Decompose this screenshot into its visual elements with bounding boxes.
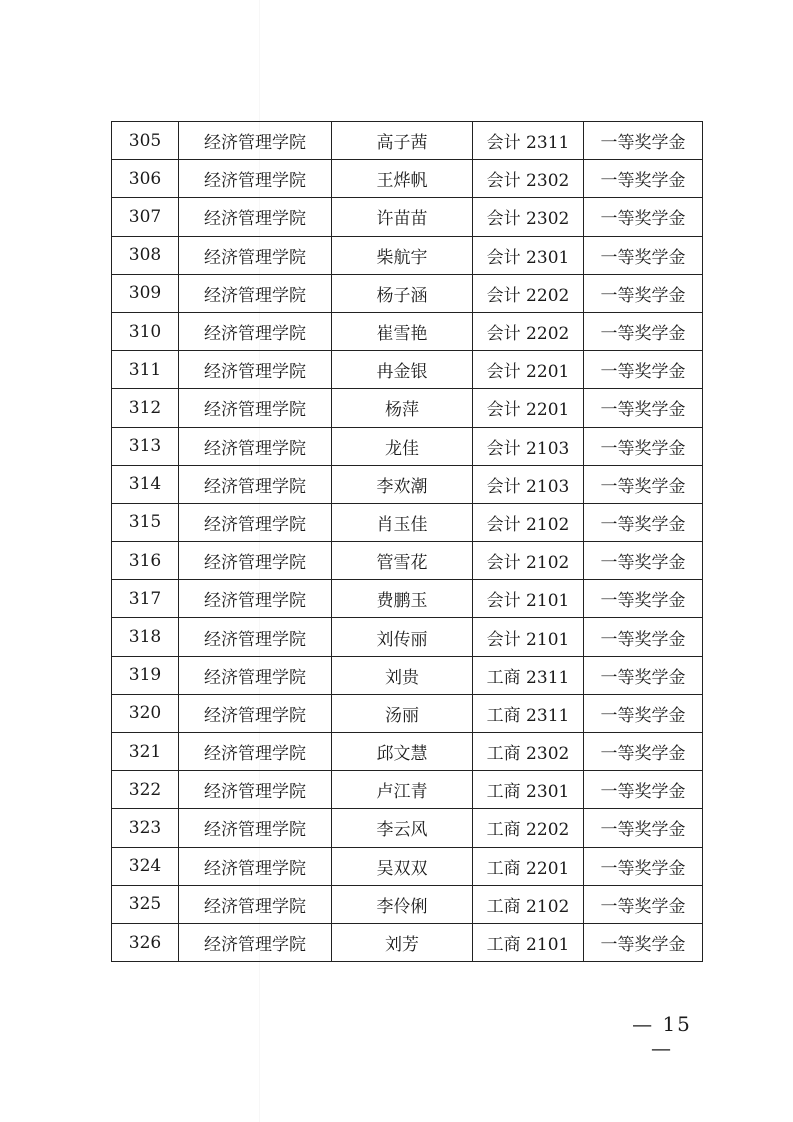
table-row	[112, 694, 703, 732]
student-name-cell: 李伶俐	[332, 885, 473, 923]
college-cell: 经济管理学院	[179, 427, 332, 465]
class-cell: 会计 2102	[473, 542, 584, 580]
college-cell: 经济管理学院	[179, 160, 332, 198]
student-name-cell: 龙佳	[332, 427, 473, 465]
award-cell: 一等奖学金	[584, 809, 703, 847]
table-row	[112, 351, 703, 389]
college-cell: 经济管理学院	[179, 122, 332, 160]
class-cell: 会计 2101	[473, 580, 584, 618]
college-cell: 经济管理学院	[179, 618, 332, 656]
award-cell: 一等奖学金	[584, 465, 703, 503]
class-cell: 会计 2302	[473, 198, 584, 236]
table-row	[112, 198, 703, 236]
award-cell: 一等奖学金	[584, 618, 703, 656]
table-row	[112, 542, 703, 580]
row-number-cell: 310	[112, 312, 179, 350]
table-row	[112, 427, 703, 465]
row-number-cell: 324	[112, 847, 179, 885]
class-cell: 工商 2101	[473, 923, 584, 961]
award-cell: 一等奖学金	[584, 312, 703, 350]
student-name-cell: 杨子涵	[332, 274, 473, 312]
class-cell: 会计 2202	[473, 312, 584, 350]
class-cell: 会计 2201	[473, 351, 584, 389]
student-name-cell: 刘芳	[332, 923, 473, 961]
college-cell: 经济管理学院	[179, 656, 332, 694]
table-row	[112, 923, 703, 961]
award-cell: 一等奖学金	[584, 656, 703, 694]
table-row	[112, 503, 703, 541]
table-body	[112, 122, 703, 962]
award-cell: 一等奖学金	[584, 274, 703, 312]
row-number-cell: 313	[112, 427, 179, 465]
table-row	[112, 847, 703, 885]
class-cell: 会计 2202	[473, 274, 584, 312]
student-name-cell: 王烨帆	[332, 160, 473, 198]
class-cell: 工商 2311	[473, 694, 584, 732]
row-number-cell: 307	[112, 198, 179, 236]
college-cell: 经济管理学院	[179, 809, 332, 847]
college-cell: 经济管理学院	[179, 389, 332, 427]
college-cell: 经济管理学院	[179, 236, 332, 274]
student-name-cell: 崔雪艳	[332, 312, 473, 350]
class-cell: 会计 2101	[473, 618, 584, 656]
college-cell: 经济管理学院	[179, 847, 332, 885]
college-cell: 经济管理学院	[179, 198, 332, 236]
award-cell: 一等奖学金	[584, 122, 703, 160]
table-row	[112, 236, 703, 274]
scholarship-table	[111, 121, 703, 962]
student-name-cell: 刘贵	[332, 656, 473, 694]
student-name-cell: 李欢潮	[332, 465, 473, 503]
table-row	[112, 656, 703, 694]
row-number-cell: 305	[112, 122, 179, 160]
award-cell: 一等奖学金	[584, 694, 703, 732]
class-cell: 工商 2102	[473, 885, 584, 923]
college-cell: 经济管理学院	[179, 312, 332, 350]
student-name-cell: 肖玉佳	[332, 503, 473, 541]
student-name-cell: 许苗苗	[332, 198, 473, 236]
table-row	[112, 809, 703, 847]
row-number-cell: 319	[112, 656, 179, 694]
award-cell: 一等奖学金	[584, 503, 703, 541]
table-row	[112, 274, 703, 312]
row-number-cell: 318	[112, 618, 179, 656]
table-row	[112, 885, 703, 923]
table-row	[112, 618, 703, 656]
award-cell: 一等奖学金	[584, 389, 703, 427]
table-row	[112, 465, 703, 503]
award-cell: 一等奖学金	[584, 733, 703, 771]
student-name-cell: 汤丽	[332, 694, 473, 732]
row-number-cell: 317	[112, 580, 179, 618]
award-cell: 一等奖学金	[584, 923, 703, 961]
student-name-cell: 费鹏玉	[332, 580, 473, 618]
award-cell: 一等奖学金	[584, 771, 703, 809]
college-cell: 经济管理学院	[179, 733, 332, 771]
college-cell: 经济管理学院	[179, 274, 332, 312]
student-name-cell: 杨萍	[332, 389, 473, 427]
table-row	[112, 389, 703, 427]
row-number-cell: 314	[112, 465, 179, 503]
row-number-cell: 308	[112, 236, 179, 274]
award-cell: 一等奖学金	[584, 580, 703, 618]
table-row	[112, 580, 703, 618]
award-cell: 一等奖学金	[584, 427, 703, 465]
award-cell: 一等奖学金	[584, 847, 703, 885]
class-cell: 工商 2301	[473, 771, 584, 809]
student-name-cell: 李云风	[332, 809, 473, 847]
award-cell: 一等奖学金	[584, 236, 703, 274]
class-cell: 会计 2102	[473, 503, 584, 541]
table-row	[112, 312, 703, 350]
class-cell: 会计 2103	[473, 427, 584, 465]
row-number-cell: 316	[112, 542, 179, 580]
class-cell: 工商 2202	[473, 809, 584, 847]
table-row	[112, 122, 703, 160]
college-cell: 经济管理学院	[179, 694, 332, 732]
row-number-cell: 323	[112, 809, 179, 847]
student-name-cell: 高子茜	[332, 122, 473, 160]
student-name-cell: 卢江青	[332, 771, 473, 809]
page-number: — 15 —	[632, 1012, 692, 1060]
row-number-cell: 326	[112, 923, 179, 961]
college-cell: 经济管理学院	[179, 923, 332, 961]
college-cell: 经济管理学院	[179, 465, 332, 503]
row-number-cell: 309	[112, 274, 179, 312]
row-number-cell: 306	[112, 160, 179, 198]
college-cell: 经济管理学院	[179, 580, 332, 618]
row-number-cell: 322	[112, 771, 179, 809]
student-name-cell: 管雪花	[332, 542, 473, 580]
college-cell: 经济管理学院	[179, 351, 332, 389]
row-number-cell: 312	[112, 389, 179, 427]
class-cell: 会计 2103	[473, 465, 584, 503]
college-cell: 经济管理学院	[179, 503, 332, 541]
student-name-cell: 冉金银	[332, 351, 473, 389]
college-cell: 经济管理学院	[179, 885, 332, 923]
student-name-cell: 邱文慧	[332, 733, 473, 771]
class-cell: 会计 2301	[473, 236, 584, 274]
row-number-cell: 325	[112, 885, 179, 923]
student-name-cell: 柴航宇	[332, 236, 473, 274]
class-cell: 会计 2302	[473, 160, 584, 198]
row-number-cell: 320	[112, 694, 179, 732]
award-cell: 一等奖学金	[584, 160, 703, 198]
student-name-cell: 刘传丽	[332, 618, 473, 656]
row-number-cell: 311	[112, 351, 179, 389]
award-cell: 一等奖学金	[584, 351, 703, 389]
class-cell: 工商 2311	[473, 656, 584, 694]
award-cell: 一等奖学金	[584, 198, 703, 236]
award-cell: 一等奖学金	[584, 542, 703, 580]
class-cell: 工商 2302	[473, 733, 584, 771]
award-cell: 一等奖学金	[584, 885, 703, 923]
class-cell: 工商 2201	[473, 847, 584, 885]
row-number-cell: 321	[112, 733, 179, 771]
row-number-cell: 315	[112, 503, 179, 541]
class-cell: 会计 2311	[473, 122, 584, 160]
table-row	[112, 160, 703, 198]
table-row	[112, 771, 703, 809]
student-name-cell: 吴双双	[332, 847, 473, 885]
class-cell: 会计 2201	[473, 389, 584, 427]
college-cell: 经济管理学院	[179, 771, 332, 809]
table-row	[112, 733, 703, 771]
college-cell: 经济管理学院	[179, 542, 332, 580]
